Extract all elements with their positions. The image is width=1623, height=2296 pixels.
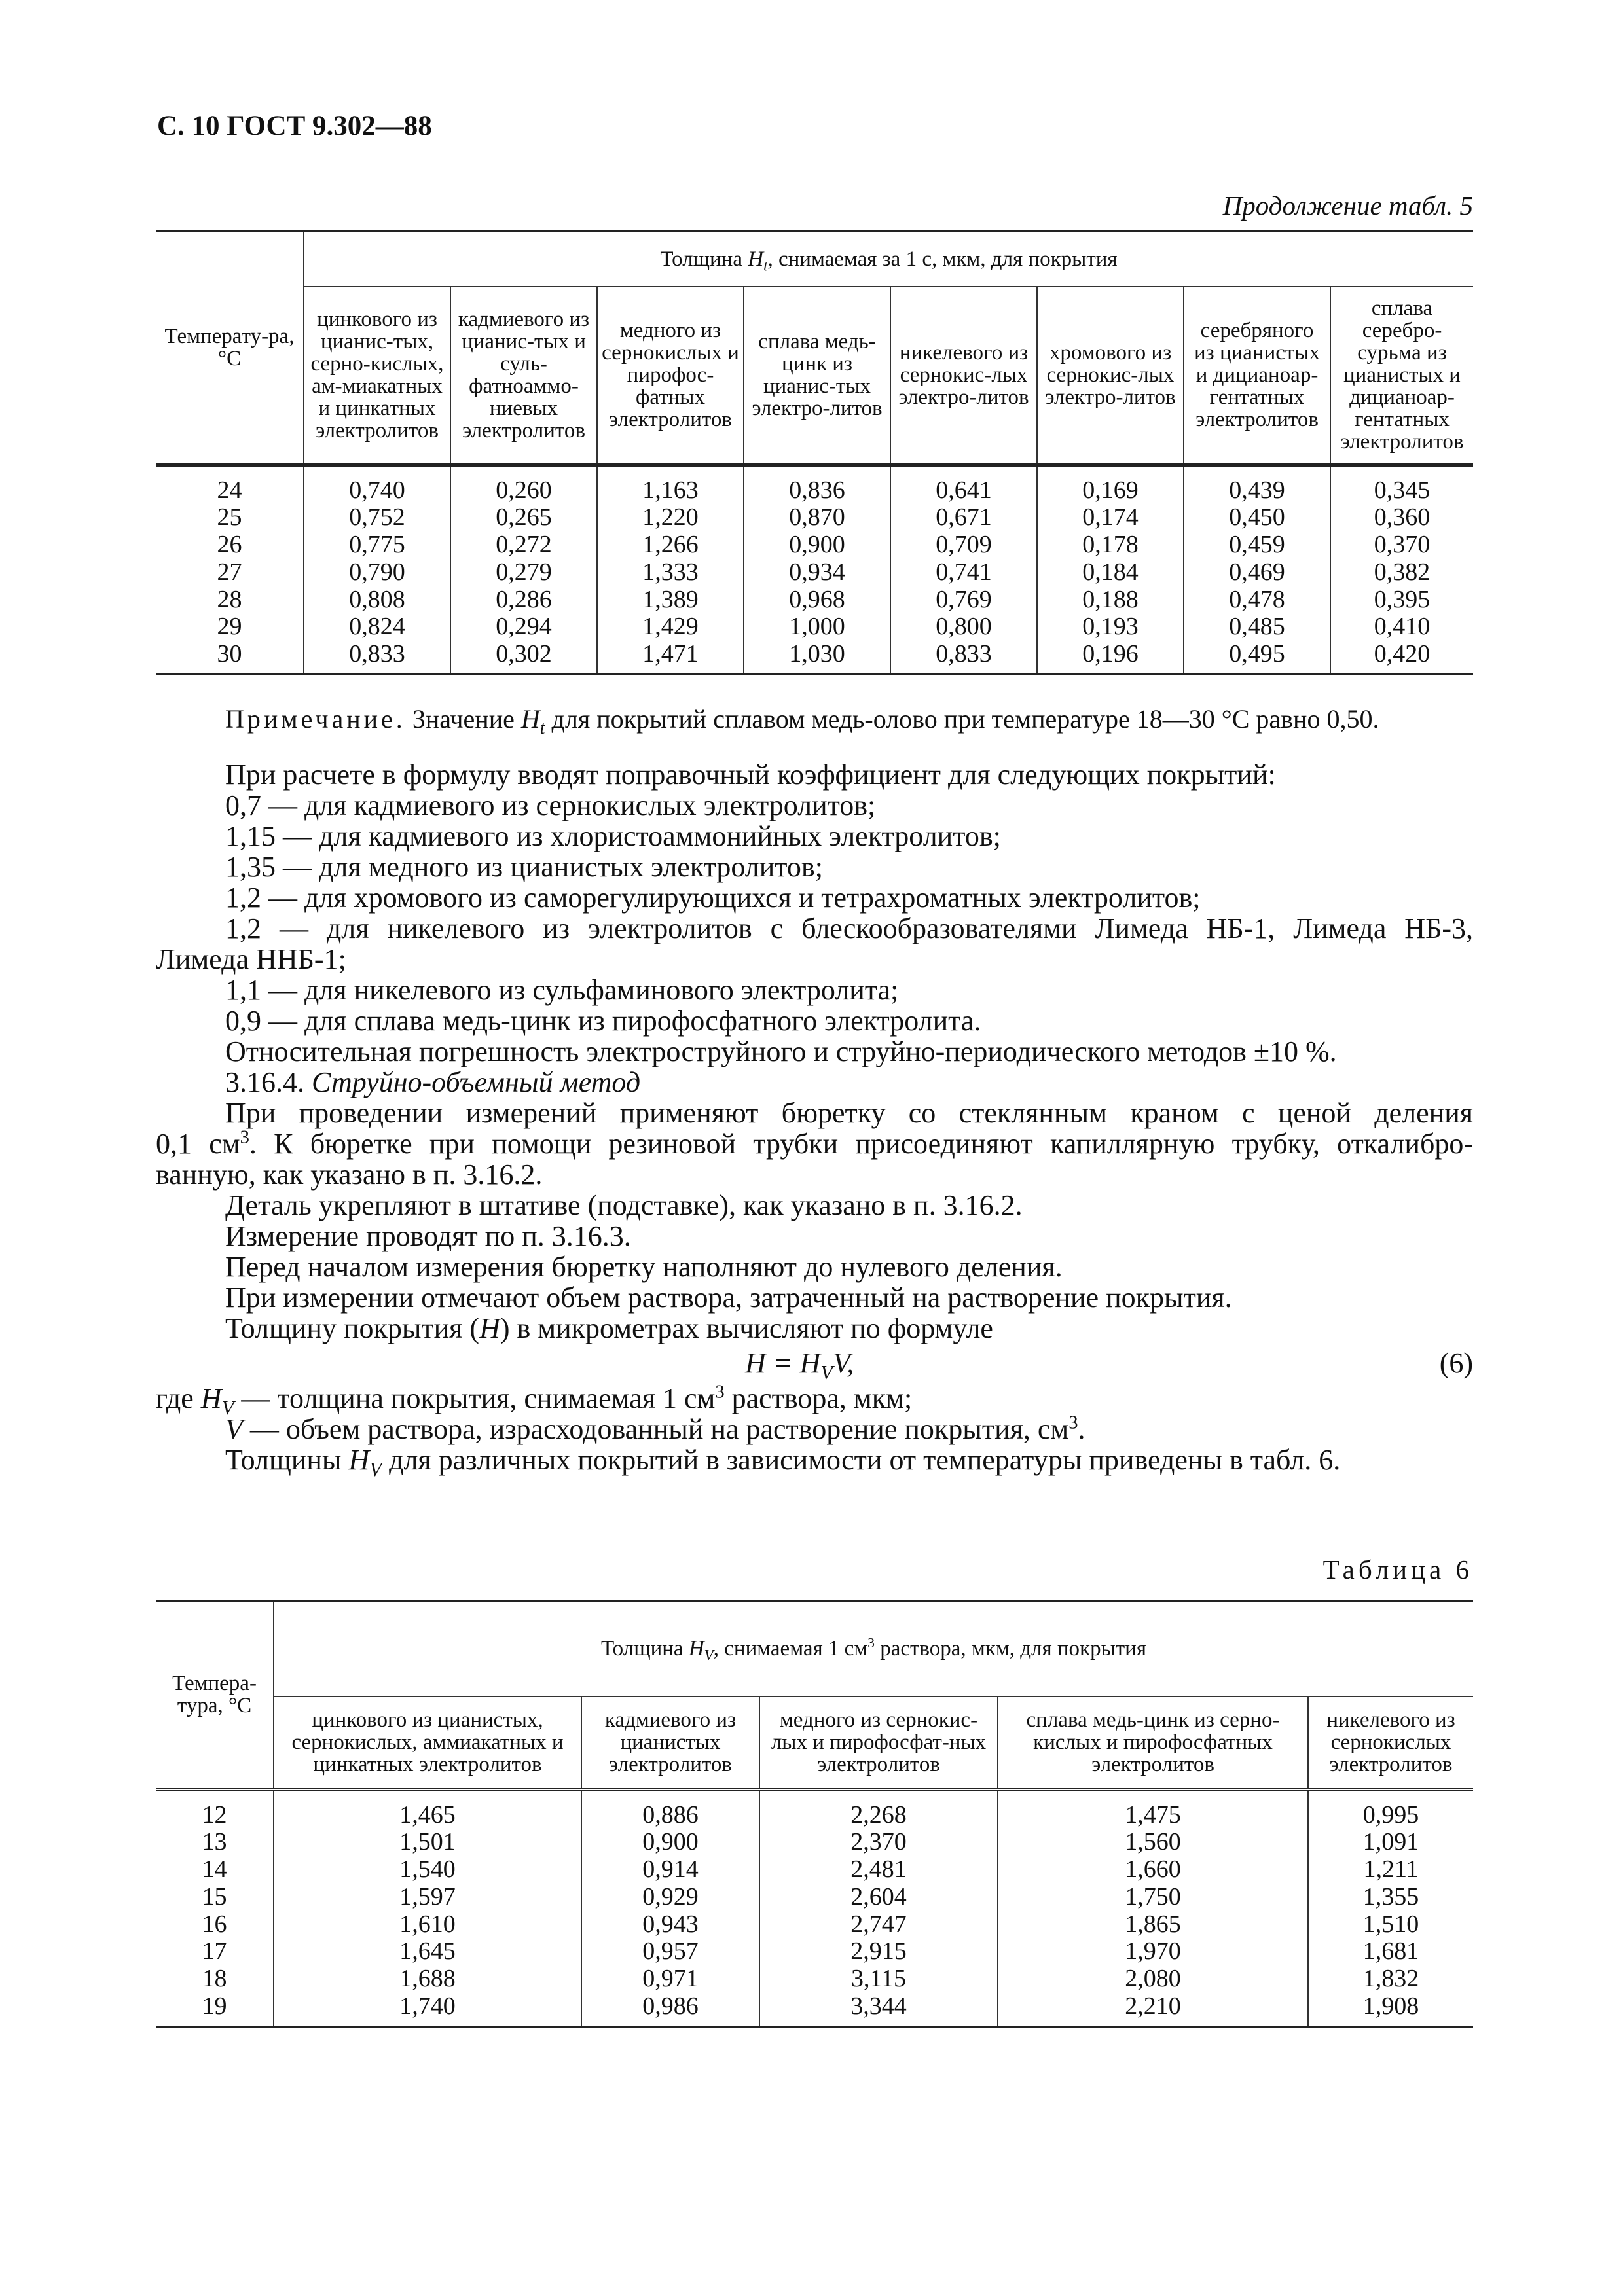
- column-header: цинкового из цианистых, сернокислых, аммиакатных и цинкатных электролитов: [274, 1696, 581, 1789]
- table-row: [156, 1884, 1473, 1911]
- value-cell: 0,272: [450, 531, 597, 559]
- value-cell: 1,540: [274, 1856, 581, 1884]
- value-cell: 1,091: [1308, 1829, 1473, 1856]
- temperature-header: Темпера-тура, °С: [156, 1601, 274, 1790]
- table-row: [156, 1911, 1473, 1939]
- value-cell: 0,485: [1184, 613, 1330, 641]
- temperature-cell: 14: [202, 1856, 227, 1884]
- value-cell: 0,886: [581, 1789, 759, 1829]
- value-cell: 2,747: [759, 1911, 998, 1939]
- value-cell: 1,475: [998, 1789, 1308, 1829]
- value-cell: 0,178: [1037, 531, 1184, 559]
- value-cell: 0,900: [744, 531, 890, 559]
- column-header: сплава медь-цинк из цианис-тых электро-литов: [744, 287, 890, 465]
- section-heading: 3.16.4. Струйно-объемный метод: [225, 1066, 641, 1098]
- value-cell: 0,986: [581, 1993, 759, 2026]
- value-cell: 0,641: [890, 465, 1037, 504]
- value-cell: 1,610: [274, 1911, 581, 1939]
- value-cell: 1,560: [998, 1829, 1308, 1856]
- value-cell: 1,865: [998, 1911, 1308, 1939]
- value-cell: 0,769: [890, 586, 1037, 614]
- value-cell: 0,286: [450, 586, 597, 614]
- value-cell: 1,355: [1308, 1884, 1473, 1911]
- coefficient-item: 1,1 — для никелевого из сульфаминового электролита;: [225, 974, 899, 1006]
- table-row: [156, 1965, 1473, 1993]
- value-cell: 2,268: [759, 1789, 998, 1829]
- value-cell: 2,370: [759, 1829, 998, 1856]
- value-cell: 0,934: [744, 559, 890, 586]
- value-cell: 0,741: [890, 559, 1037, 586]
- value-cell: 0,169: [1037, 465, 1184, 504]
- value-cell: 1,471: [597, 641, 744, 674]
- column-header: кадмиевого из цианис-тых и суль-фатноаммо-ниевых электролитов: [450, 287, 597, 465]
- value-cell: 0,752: [304, 504, 450, 531]
- value-cell: 1,220: [597, 504, 744, 531]
- paragraph: Деталь укрепляют в штативе (подставке), как указано в п. 3.16.2.: [225, 1189, 1023, 1221]
- temperature-cell: 25: [217, 503, 242, 531]
- value-cell: 0,450: [1184, 504, 1330, 531]
- value-cell: 0,836: [744, 465, 890, 504]
- value-cell: 3,115: [759, 1965, 998, 1993]
- value-cell: 1,681: [1308, 1938, 1473, 1965]
- value-cell: 0,971: [581, 1965, 759, 1993]
- value-cell: 1,645: [274, 1938, 581, 1965]
- value-cell: 0,870: [744, 504, 890, 531]
- temperature-cell: 30: [156, 641, 304, 674]
- value-cell: 0,260: [450, 465, 597, 504]
- value-cell: 2,915: [759, 1938, 998, 1965]
- column-header: сплава медь-цинк из серно-кислых и пирофосфатных электролитов: [998, 1696, 1308, 1789]
- table-row: [156, 586, 1473, 614]
- value-cell: 1,832: [1308, 1965, 1473, 1993]
- temperature-cell: 26: [217, 531, 242, 559]
- value-cell: 0,188: [1037, 586, 1184, 614]
- paragraph: Измерение проводят по п. 3.16.3.: [225, 1220, 631, 1252]
- table-6-label: Таблица 6: [1322, 1554, 1473, 1585]
- temperature-cell: 13: [202, 1828, 227, 1856]
- paragraph-line: При проведении измерений применяют бюретку со стеклянным краном с ценой деления: [225, 1097, 1473, 1129]
- temperature-cell: 15: [202, 1882, 227, 1910]
- table-row: [156, 465, 1473, 504]
- temperature-cell: 12: [202, 1801, 227, 1829]
- coefficient-item: 1,15 — для кадмиевого из хлористоаммонийных электролитов;: [225, 820, 1001, 852]
- value-cell: 3,344: [759, 1993, 998, 2026]
- value-cell: 0,193: [1037, 613, 1184, 641]
- error-paragraph: Относительная погрешность электроструйного и струйно-периодического методов ±10 %.: [225, 1035, 1337, 1067]
- value-cell: 0,370: [1330, 531, 1473, 559]
- value-cell: 2,080: [998, 1965, 1308, 1993]
- value-cell: 0,469: [1184, 559, 1330, 586]
- temperature-cell: 29: [217, 613, 242, 641]
- value-cell: 0,671: [890, 504, 1037, 531]
- value-cell: 0,279: [450, 559, 597, 586]
- temperature-header: Температу-ра, °С: [156, 232, 304, 465]
- temperature-cell: 16: [202, 1910, 227, 1938]
- table-row: [156, 1993, 1473, 2026]
- temperature-cell: 28: [217, 585, 242, 613]
- value-cell: 0,775: [304, 531, 450, 559]
- thickness-group-header: Толщина $H_V$, снимаемая 1 $см^3$ раствора, мкм, для покрытия: [274, 1601, 1473, 1697]
- value-cell: 2,210: [998, 1993, 1308, 2026]
- value-cell: 0,790: [304, 559, 450, 586]
- temperature-cell: 27: [217, 558, 242, 586]
- value-cell: 1,333: [597, 559, 744, 586]
- paragraph: Толщину покрытия (H) в микрометрах вычисляют по формуле: [225, 1312, 993, 1344]
- value-cell: 0,196: [1037, 641, 1184, 674]
- temperature-cell: 19: [156, 1993, 274, 2026]
- value-cell: 1,750: [998, 1884, 1308, 1911]
- value-cell: 1,597: [274, 1884, 581, 1911]
- temperature-cell: 18: [202, 1965, 227, 1993]
- column-header: серебряного из цианистых и дицианоар-гентатных электролитов: [1184, 287, 1330, 465]
- value-cell: 0,174: [1037, 504, 1184, 531]
- value-cell: 1,389: [597, 586, 744, 614]
- value-cell: 0,968: [744, 586, 890, 614]
- value-cell: 0,302: [450, 641, 597, 674]
- value-cell: 1,908: [1308, 1993, 1473, 2026]
- value-cell: 1,465: [274, 1789, 581, 1829]
- page-header: С. 10 ГОСТ 9.302—88: [157, 111, 432, 141]
- value-cell: 0,740: [304, 465, 450, 504]
- value-cell: 0,929: [581, 1884, 759, 1911]
- value-cell: 0,800: [890, 613, 1037, 641]
- table-row: [156, 1856, 1473, 1884]
- value-cell: 1,660: [998, 1856, 1308, 1884]
- value-cell: 0,833: [890, 641, 1037, 674]
- table-row: [156, 613, 1473, 641]
- table-row: [156, 1829, 1473, 1856]
- value-cell: 0,459: [1184, 531, 1330, 559]
- value-cell: 1,000: [744, 613, 890, 641]
- value-cell: 1,429: [597, 613, 744, 641]
- value-cell: 0,360: [1330, 504, 1473, 531]
- value-cell: 1,030: [744, 641, 890, 674]
- value-cell: 0,439: [1184, 465, 1330, 504]
- value-cell: 1,970: [998, 1938, 1308, 1965]
- temperature-cell: 17: [202, 1937, 227, 1965]
- value-cell: 1,266: [597, 531, 744, 559]
- value-cell: 0,382: [1330, 559, 1473, 586]
- value-cell: 0,265: [450, 504, 597, 531]
- value-cell: 0,709: [890, 531, 1037, 559]
- coefficient-item-cont: Лимеда ННБ-1;: [156, 943, 346, 975]
- value-cell: 2,604: [759, 1884, 998, 1911]
- value-cell: 0,957: [581, 1938, 759, 1965]
- column-header: сплава серебро-сурьма из цианистых и дицианоар-гентатных электролитов: [1330, 287, 1473, 465]
- paragraph-line: 0,1 $см^3$. К бюретке при помощи резиновой трубки присоединяют капиллярную трубку, откалибро-: [156, 1127, 1473, 1160]
- value-cell: 0,995: [1308, 1789, 1473, 1829]
- value-cell: 1,510: [1308, 1911, 1473, 1939]
- value-cell: 0,833: [304, 641, 450, 674]
- table-row: [156, 1789, 1473, 1829]
- value-cell: 0,943: [581, 1911, 759, 1939]
- column-header: никелевого из сернокислых электролитов: [1308, 1696, 1473, 1789]
- coefficient-item: 1,2 — для хромового из саморегулирующихся и тетрахроматных электролитов;: [225, 882, 1201, 914]
- paragraph-line: ванную, как указано в п. 3.16.2.: [156, 1158, 543, 1191]
- value-cell: 0,345: [1330, 465, 1473, 504]
- column-header: хромового из сернокис-лых электро-литов: [1037, 287, 1184, 465]
- column-header: медного из сернокис-лых и пирофосфат-ных электролитов: [759, 1696, 998, 1789]
- table-row: [156, 559, 1473, 586]
- paragraph: При измерении отмечают объем раствора, затраченный на растворение покрытия.: [225, 1282, 1232, 1314]
- table-row: [156, 641, 1473, 674]
- column-header: кадмиевого из цианистых электролитов: [581, 1696, 759, 1789]
- value-cell: 0,808: [304, 586, 450, 614]
- value-cell: 0,914: [581, 1856, 759, 1884]
- value-cell: 0,184: [1037, 559, 1184, 586]
- coefficient-item: 0,7 — для кадмиевого из сернокислых электролитов;: [225, 789, 876, 821]
- body-text: [156, 759, 1473, 1480]
- column-header: цинкового из цианис-тых, серно-кислых, ам-миакатных и цинкатных электролитов: [304, 287, 450, 465]
- column-header: никелевого из сернокис-лых электро-литов: [890, 287, 1037, 465]
- formula-6: $H = H_VV$, (6): [156, 1344, 1473, 1383]
- intro-paragraph: При расчете в формулу вводят поправочный коэффициент для следующих покрытий:: [225, 759, 1276, 791]
- formula-number: (6): [1439, 1347, 1473, 1379]
- coefficient-item: 1,35 — для медного из цианистых электролитов;: [225, 851, 823, 883]
- table-row: [156, 1938, 1473, 1965]
- value-cell: 0,824: [304, 613, 450, 641]
- value-cell: 1,688: [274, 1965, 581, 1993]
- value-cell: 0,900: [581, 1829, 759, 1856]
- value-cell: 0,420: [1330, 641, 1473, 674]
- formula-legend: V — объем раствора, израсходованный на растворение покрытия, $см^3$.: [225, 1412, 1085, 1445]
- table-note: Примечание. Значение $H_t$ для покрытий сплавом медь-олово при температуре 18—30 °С равно 0,50.: [225, 704, 1379, 738]
- paragraph: Перед началом измерения бюретку наполняют до нулевого деления.: [225, 1251, 1063, 1283]
- value-cell: 1,163: [597, 465, 744, 504]
- coefficient-item: 1,2 — для никелевого из электролитов с блескообразователями Лимеда НБ-1, Лимеда НБ-3,: [225, 912, 1473, 944]
- value-cell: 2,481: [759, 1856, 998, 1884]
- value-cell: 0,294: [450, 613, 597, 641]
- table-continuation-label: Продолжение табл. 5: [1222, 190, 1473, 221]
- value-cell: 1,740: [274, 1993, 581, 2026]
- value-cell: 0,395: [1330, 586, 1473, 614]
- column-header: медного из сернокислых и пирофос-фатных электролитов: [597, 287, 744, 465]
- temperature-cell: 24: [217, 476, 242, 504]
- thickness-group-header: Толщина $H_t$, снимаемая за 1 с, мкм, для покрытия: [304, 232, 1473, 287]
- value-cell: 0,478: [1184, 586, 1330, 614]
- table-6: [156, 1600, 1473, 2028]
- value-cell: 0,410: [1330, 613, 1473, 641]
- value-cell: 1,501: [274, 1829, 581, 1856]
- formula-legend: где $H_V$ — толщина покрытия, снимаемая 1 $см^3$ раствора, мкм;: [156, 1382, 913, 1419]
- table-row: [156, 531, 1473, 559]
- table-5: [156, 230, 1473, 675]
- table-row: [156, 504, 1473, 531]
- value-cell: 0,495: [1184, 641, 1330, 674]
- coefficient-item: 0,9 — для сплава медь-цинк из пирофосфатного электролита.: [225, 1005, 981, 1037]
- paragraph: Толщины $H_V$ для различных покрытий в зависимости от температуры приведены в табл. 6.: [225, 1444, 1341, 1480]
- value-cell: 1,211: [1308, 1856, 1473, 1884]
